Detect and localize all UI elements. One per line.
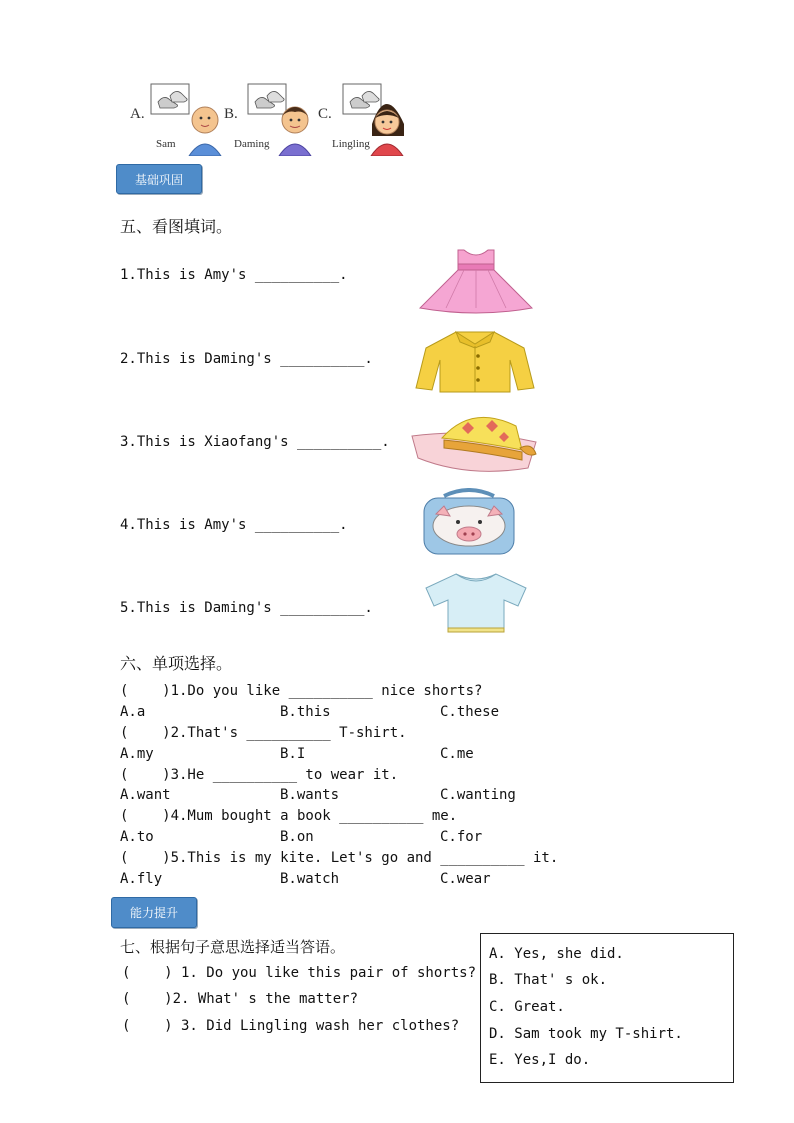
- backpack-icon: [414, 488, 524, 558]
- fill-item-5: 5.This is Daming's __________.: [120, 600, 373, 616]
- mc-option-1a: A.a: [120, 704, 146, 720]
- match-question-2: ( )2. What' s the matter?: [122, 991, 359, 1007]
- mc-option-5b: B.watch: [280, 871, 340, 887]
- match-question-3: ( ) 3. Did Lingling wash her clothes?: [122, 1018, 460, 1034]
- mc-stem-5: ( )5.This is my kite. Let's go and __________ it.: [120, 850, 559, 866]
- mc-option-3c: C.wanting: [440, 787, 516, 803]
- mc-stem-2: ( )2.That's __________ T-shirt.: [120, 725, 407, 741]
- fill-item-1: 1.This is Amy's __________.: [120, 267, 348, 283]
- option-c-letter: C.: [318, 106, 332, 122]
- answer-option-c: C. Great.: [489, 999, 565, 1015]
- tshirt-icon: [414, 570, 538, 636]
- option-a-letter: A.: [130, 106, 145, 122]
- section-tag-ability: 能力提升: [111, 897, 197, 928]
- answer-option-a: A. Yes, she did.: [489, 946, 624, 962]
- mc-option-1c: C.these: [440, 704, 500, 720]
- answer-options-box: [480, 933, 734, 1083]
- mc-option-5a: A.fly: [120, 871, 163, 887]
- mc-stem-1: ( )1.Do you like __________ nice shorts?: [120, 683, 483, 699]
- dress-icon: [414, 246, 538, 314]
- mc-option-5c: C.wear: [440, 871, 491, 887]
- mc-stem-3: ( )3.He __________ to wear it.: [120, 767, 399, 783]
- answer-option-d: D. Sam took my T-shirt.: [489, 1026, 683, 1042]
- answer-option-b: B. That' s ok.: [489, 972, 608, 988]
- option-c-name: Lingling: [332, 138, 370, 150]
- option-b-name: Daming: [234, 138, 270, 150]
- option-a-name: Sam: [156, 138, 176, 150]
- mc-option-2a: A.my: [120, 746, 154, 762]
- hat-icon: [408, 408, 540, 478]
- fill-item-4: 4.This is Amy's __________.: [120, 517, 348, 533]
- option-b-letter: B.: [224, 106, 238, 122]
- fill-item-3: 3.This is Xiaofang's __________.: [120, 434, 390, 450]
- match-question-1: ( ) 1. Do you like this pair of shorts?: [122, 965, 477, 981]
- mc-option-4c: C.for: [440, 829, 483, 845]
- top-options-strip: [118, 80, 418, 156]
- shirt-icon: [408, 328, 542, 394]
- section5-title: 五、看图填词。: [120, 217, 233, 236]
- answer-option-e: E. Yes,I do.: [489, 1052, 591, 1068]
- section6-title: 六、单项选择。: [120, 654, 233, 673]
- mc-option-4a: A.to: [120, 829, 154, 845]
- mc-option-2b: B.I: [280, 746, 306, 762]
- mc-option-3b: B.wants: [280, 787, 340, 803]
- mc-option-4b: B.on: [280, 829, 314, 845]
- mc-stem-4: ( )4.Mum bought a book __________ me.: [120, 808, 458, 824]
- mc-option-3a: A.want: [120, 787, 171, 803]
- mc-option-2c: C.me: [440, 746, 474, 762]
- mc-option-1b: B.this: [280, 704, 331, 720]
- section-tag-basic: 基础巩固: [116, 164, 202, 194]
- fill-item-2: 2.This is Daming's __________.: [120, 351, 373, 367]
- section7-title: 七、根据句子意思选择适当答语。: [120, 938, 346, 956]
